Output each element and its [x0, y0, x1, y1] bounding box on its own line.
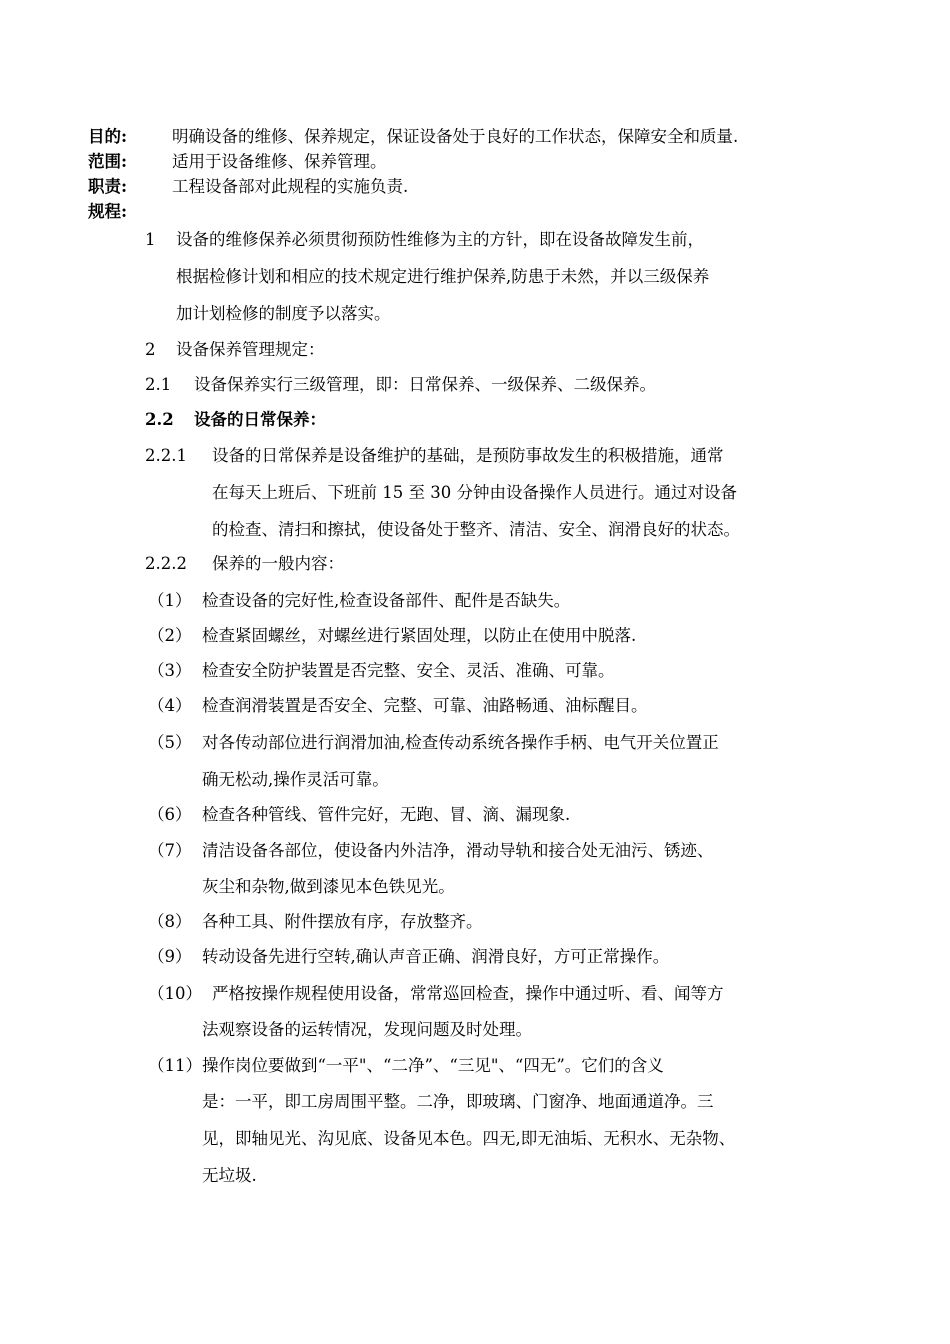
item-6-line-1: 检查各种管线、管件完好，无跑、冒、滴、漏现象. — [202, 805, 571, 824]
section-2-1-text: 设备保养实行三级管理，即：日常保养、一级保养、二级保养。 — [194, 375, 656, 394]
duty-label: 职责: — [88, 177, 128, 196]
item-5-line-2: 确无松动,操作灵活可靠。 — [202, 770, 389, 789]
item-3-line-1: 检查安全防护装置是否完整、安全、灵活、准确、可靠。 — [202, 661, 615, 680]
section-2-2-2-text: 保养的一般内容： — [212, 554, 344, 573]
section-2-2-1-number: 2.2.1 — [145, 446, 187, 465]
section-2-2-1-line-1: 设备的日常保养是设备维护的基础，是预防事故发生的积极措施，通常 — [212, 446, 724, 465]
item-10-line-1: 严格按操作规程使用设备，常常巡回检查，操作中通过听、看、闻等方 — [212, 984, 724, 1003]
item-10-number: （10） — [148, 984, 202, 1003]
section-1-line-1: 设备的维修保养必须贯彻预防性维修为主的方针，即在设备故障发生前， — [176, 230, 704, 249]
item-2-line-1: 检查紧固螺丝，对螺丝进行紧固处理，以防止在使用中脱落. — [202, 626, 637, 645]
purpose-label: 目的: — [88, 127, 128, 146]
item-6-number: （6） — [148, 805, 192, 824]
section-2-number: 2 — [145, 340, 156, 359]
section-2-1-number: 2.1 — [145, 375, 172, 394]
section-2-2-heading: 设备的日常保养： — [194, 410, 326, 429]
section-2-2-1-line-2: 在每天上班后、下班前 15 至 30 分钟由设备操作人员进行。通过对设备 — [212, 483, 737, 502]
rules-label: 规程: — [88, 202, 128, 221]
section-1-line-2: 根据检修计划和相应的技术规定进行维护保养,防患于未然，并以三级保养 — [176, 267, 710, 286]
item-1-line-1: 检查设备的完好性,检查设备部件、配件是否缺失。 — [202, 591, 571, 610]
item-11-line-4: 无垃圾. — [202, 1166, 257, 1185]
item-3-number: （3） — [148, 661, 192, 680]
item-5-number: （5） — [148, 733, 192, 752]
section-2-2-1-line-3: 的检查、清扫和擦拭，使设备处于整齐、清洁、安全、润滑良好的状态。 — [212, 520, 740, 539]
item-7-line-2: 灰尘和杂物,做到漆见本色铁见光。 — [202, 877, 455, 896]
item-9-line-1: 转动设备先进行空转,确认声音正确、润滑良好，方可正常操作。 — [202, 947, 670, 966]
item-11-line-2: 是：一平，即工房周围平整。二净，即玻璃、门窗净、地面通道净。三 — [202, 1092, 714, 1111]
item-8-number: （8） — [148, 912, 192, 931]
scope-label: 范围: — [88, 152, 128, 171]
item-7-line-1: 清洁设备各部位，使设备内外洁净，滑动导轨和接合处无油污、锈迹、 — [202, 841, 714, 860]
item-11-line-1: 操作岗位要做到“一平"、“二净”、“三见"、“四无”。它们的含义 — [202, 1056, 664, 1075]
item-5-line-1: 对各传动部位进行润滑加油,检查传动系统各操作手柄、电气开关位置正 — [202, 733, 719, 752]
section-1-number: 1 — [145, 230, 156, 249]
section-1-line-3: 加计划检修的制度予以落实。 — [176, 304, 391, 323]
item-1-number: （1） — [148, 591, 192, 610]
item-11-line-3: 见，即轴见光、沟见底、设备见本色。四无,即无油垢、无积水、无杂物、 — [202, 1129, 736, 1148]
section-2-2-2-number: 2.2.2 — [145, 554, 187, 573]
item-4-number: （4） — [148, 696, 192, 715]
item-8-line-1: 各种工具、附件摆放有序，存放整齐。 — [202, 912, 483, 931]
item-9-number: （9） — [148, 947, 192, 966]
section-2-2-number: 2.2 — [145, 410, 174, 429]
item-10-line-2: 法观察设备的运转情况，发现问题及时处理。 — [202, 1020, 532, 1039]
item-2-number: （2） — [148, 626, 192, 645]
item-4-line-1: 检查润滑装置是否安全、完整、可靠、油路畅通、油标醒目。 — [202, 696, 648, 715]
item-11-number: （11） — [148, 1056, 202, 1075]
scope-text: 适用于设备维修、保养管理。 — [172, 152, 387, 171]
section-2-text: 设备保养管理规定： — [176, 340, 325, 359]
duty-text: 工程设备部对此规程的实施负责. — [172, 177, 409, 196]
item-7-number: （7） — [148, 841, 192, 860]
purpose-text: 明确设备的维修、保养规定，保证设备处于良好的工作状态，保障安全和质量. — [172, 127, 739, 146]
